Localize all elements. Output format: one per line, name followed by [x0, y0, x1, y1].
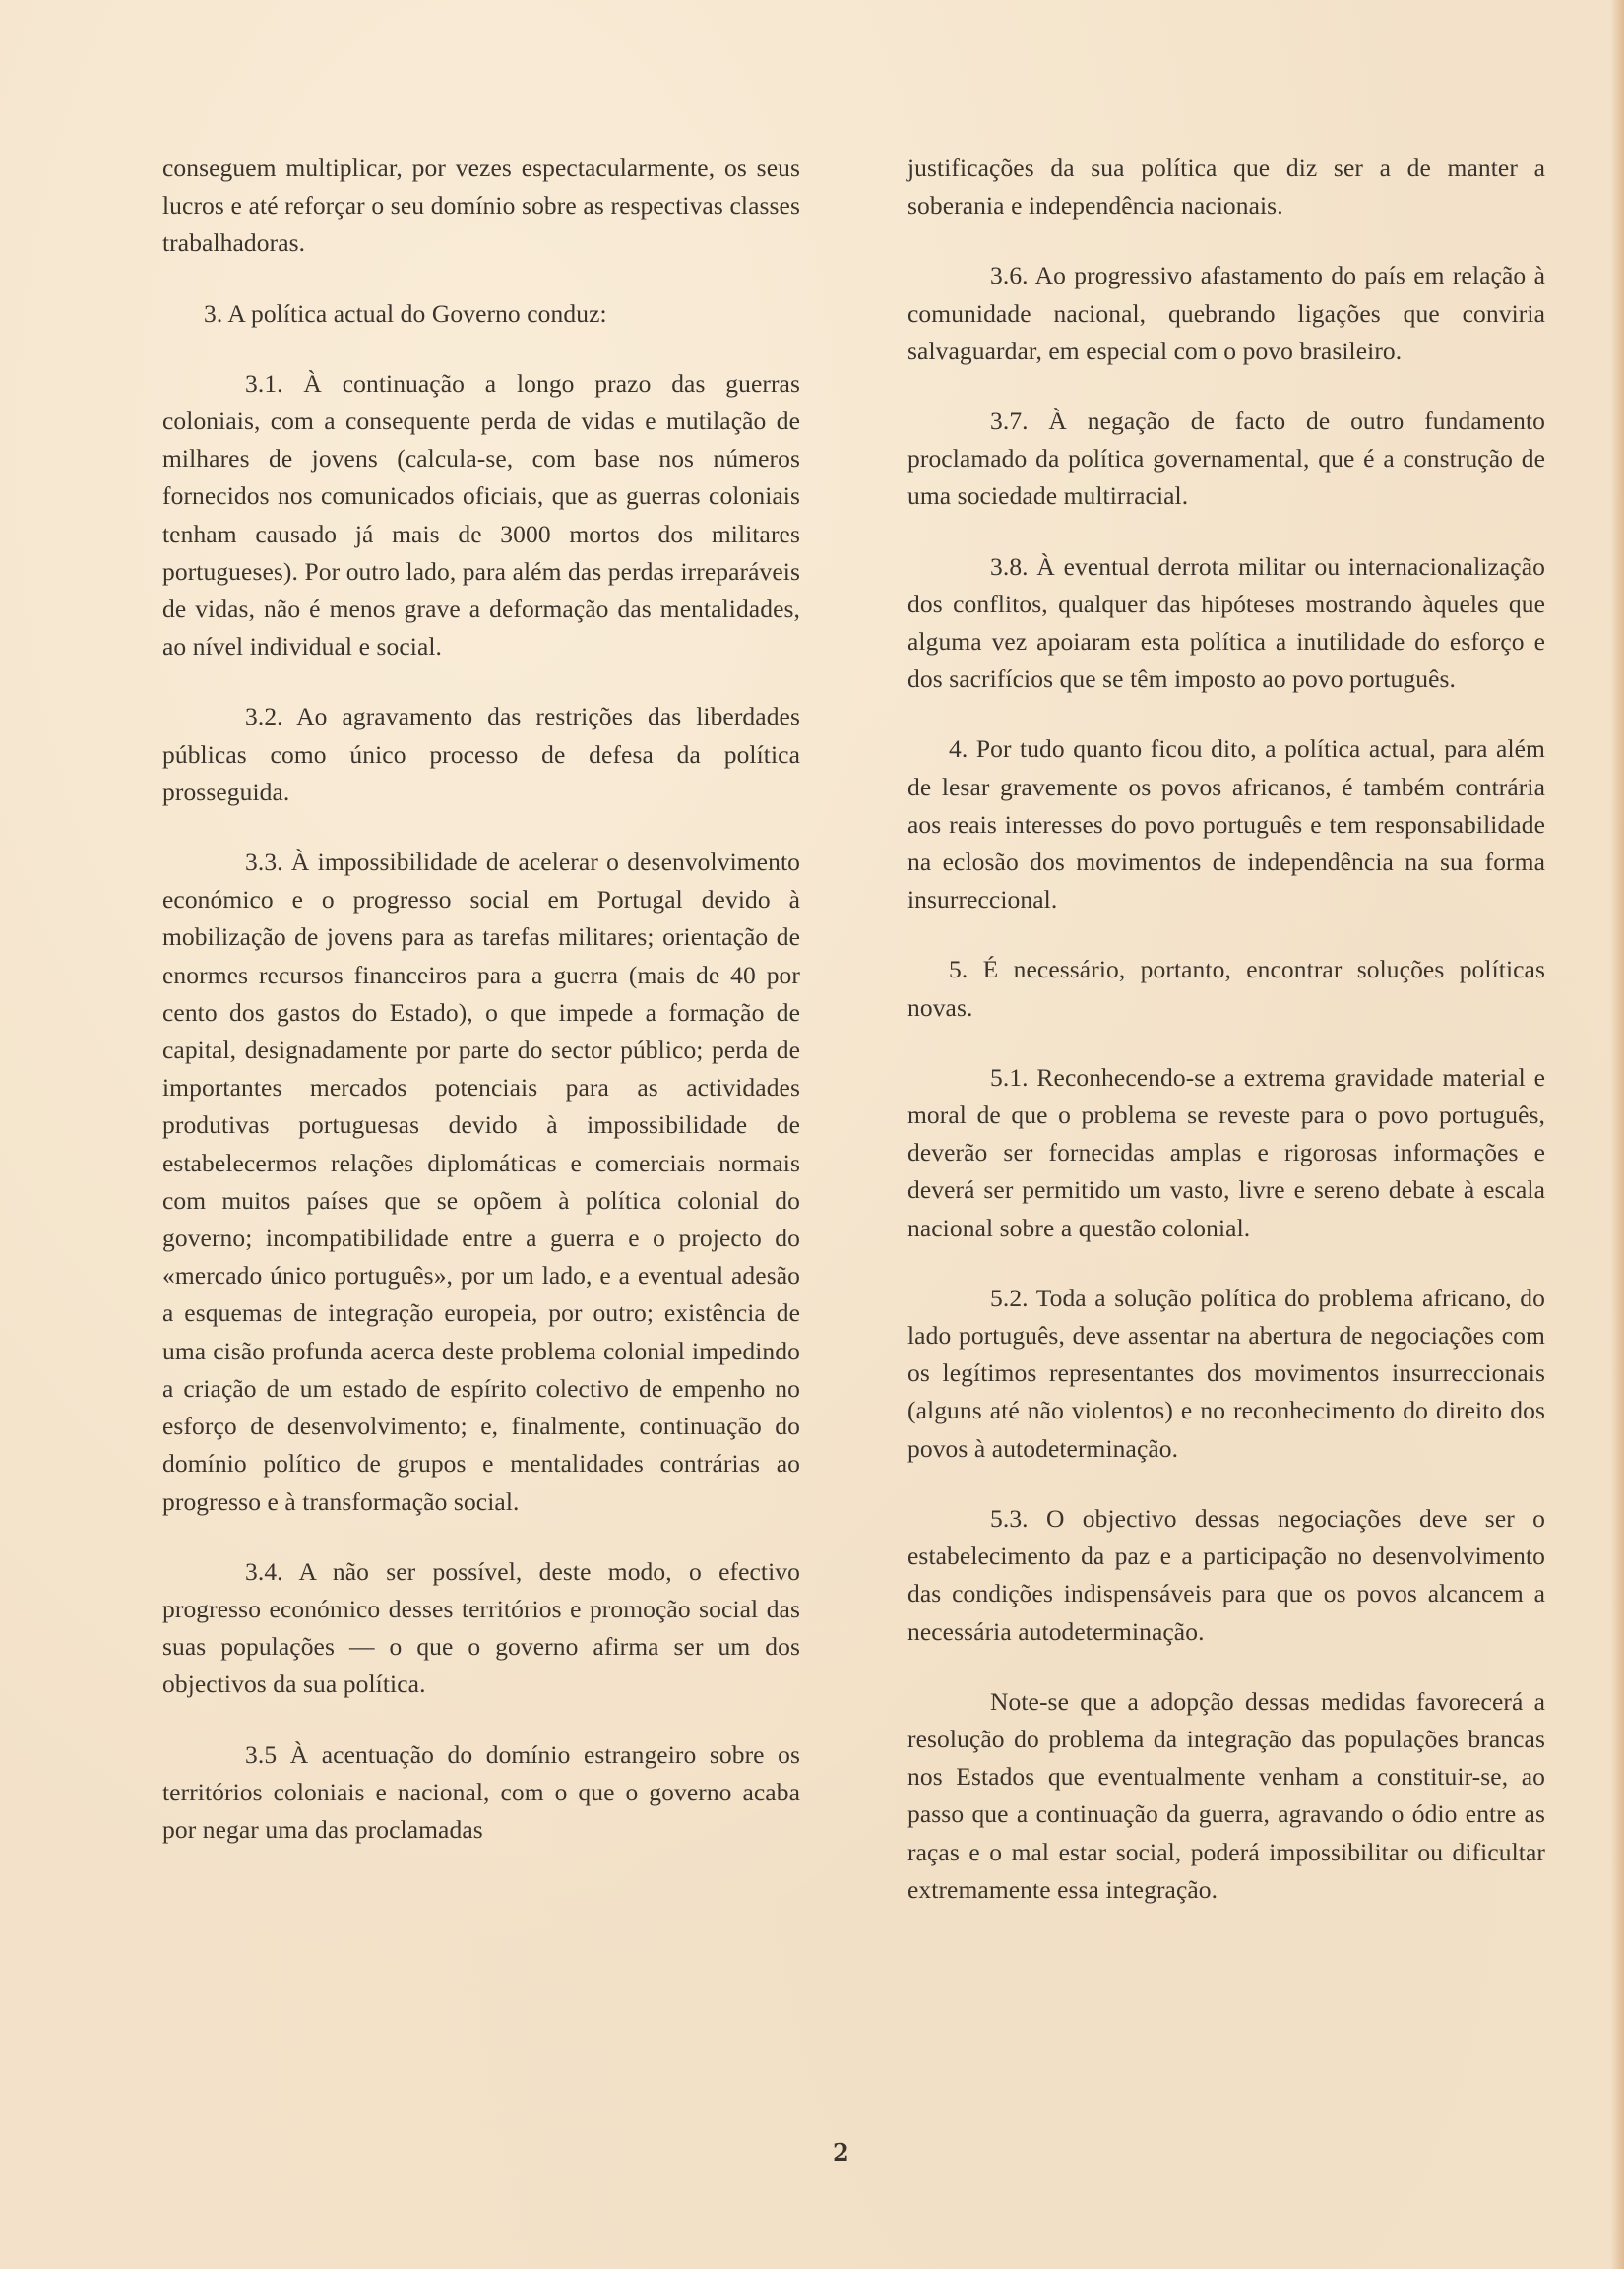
left-column [162, 150, 800, 1881]
paragraph-5-1: 5.1. Reconhecendo-se a extrema gravidade material e moral de que o problema se reveste para o povo português, deverão ser fornecidas amplas e rigorosas informações e deverá ser permitido um vasto, livre e sereno debate à escala nacional sobre a questão colonial. [907, 1062, 1545, 1242]
paragraph-4: 4. Por tudo quanto ficou dito, a política actual, para além de lesar gravemente os povos africanos, é também contrária aos reais interesses do povo português e tem responsabilidade na eclosão dos movimentos de independência na sua forma insurreccional. [907, 734, 1545, 914]
paragraph-3-5: 3.5 À acentuação do domínio estrangeiro sobre os territórios coloniais e nacional, com o que o governo acaba por negar uma das proclamadas [162, 1739, 800, 1844]
paragraph-3-5-continuation: justificações da sua política que diz ser a de manter a soberania e independência nacionais. [907, 154, 1545, 221]
paragraph-3: 3. A política actual do Governo conduz: [204, 298, 607, 328]
paragraph-3-2: 3.2. Ao agravamento das restrições das liberdades públicas como único processo de defesa da política prosseguida. [162, 702, 800, 806]
paragraph-note: Note-se que a adopção dessas medidas favorecerá a resolução do problema da integração das populações brancas nos Estados que eventualmente venham a constituir-se, ao passo que a continuação da guerra, agravando o ódio entre as raças e o mal estar social, poderá impossibilitar ou dificultar extremamente essa integração. [907, 1686, 1545, 1904]
paragraph-3-4: 3.4. A não ser possível, deste modo, o efectivo progresso económico desses territórios e promoção social das suas populações — o que o governo afirma ser um dos objectivos da sua política. [162, 1556, 800, 1699]
paragraph-3-8: 3.8. À eventual derrota militar ou internacionalização dos conflitos, qualquer das hipóteses mostrando àqueles que alguma vez apoiaram esta política a inutilidade do esforço e dos sacrifícios que se têm imposto ao povo português. [907, 551, 1545, 694]
page-number: 2 [833, 2138, 849, 2167]
paragraph-3-3: 3.3. À impossibilidade de acelerar o desenvolvimento económico e o progresso social em Portugal devido à mobilização de jovens para as tarefas militares; orientação de enormes recursos financeiros para a guerra (mais de 40 por cento dos gastos do Estado), o que impede a formação de capital, designadamente por parte do sector público; perda de importantes mercados potenciais para as actividades produtivas portuguesas devido à impossibilidade de estabelecermos relações diplomáticas e comerciais normais com muitos países que se opõem à política colonial do governo; incompatibilidade entre a guerra e o projecto do «mercado único português», por um lado, e a eventual adesão a esquemas de integração europeia, por outro; existência de uma cisão profunda acerca deste problema colonial impedindo a criação de um estado de espírito colectivo de empenho no esforço de desenvolvimento; e, finalmente, continuação do domínio político de grupos e mentalidades contrárias ao progresso e à transformação social. [162, 848, 800, 1516]
paragraph-intro-continuation: conseguem multiplicar, por vezes espectacularmente, os seus lucros e até reforçar o seu domínio sobre as respectivas classes trabalhadoras. [162, 154, 800, 258]
paper-edge [1610, 0, 1624, 2269]
paragraph-5-3: 5.3. O objectivo dessas negociações deve ser o estabelecimento da paz e a participação no desenvolvimento das condições indispensáveis para que os povos alcancem a necessária autodeterminação. [907, 1503, 1545, 1646]
paragraph-5-2: 5.2. Toda a solução política do problema africano, do lado português, deve assentar na abertura de negociações com os legítimos representantes dos movimentos insurreccionais (alguns até não violentos) e no reconhecimento do direito dos povos à autodeterminação. [907, 1283, 1545, 1463]
paragraph-5: 5. É necessário, portanto, encontrar soluções políticas novas. [907, 955, 1545, 1022]
right-column [907, 150, 1545, 1941]
paragraph-3-6: 3.6. Ao progressivo afastamento do país em relação à comunidade nacional, quebrando ligações que conviria salvaguardar, em especial com o povo brasileiro. [907, 261, 1545, 365]
paragraph-3-1: 3.1. À continuação a longo prazo das guerras coloniais, com a consequente perda de vidas e mutilação de milhares de jovens (calcula-se, com base nos números fornecidos nos comunicados oficiais, que as guerras coloniais tenham causado já mais de 3000 mortos dos militares portugueses). Por outro lado, para além das perdas irreparáveis de vidas, não é menos grave a deformação das mentalidades, ao nível individual e social. [162, 368, 800, 662]
paragraph-3-7: 3.7. À negação de facto de outro fundamento proclamado da política governamental, que é a construção de uma sociedade multirracial. [907, 407, 1545, 511]
